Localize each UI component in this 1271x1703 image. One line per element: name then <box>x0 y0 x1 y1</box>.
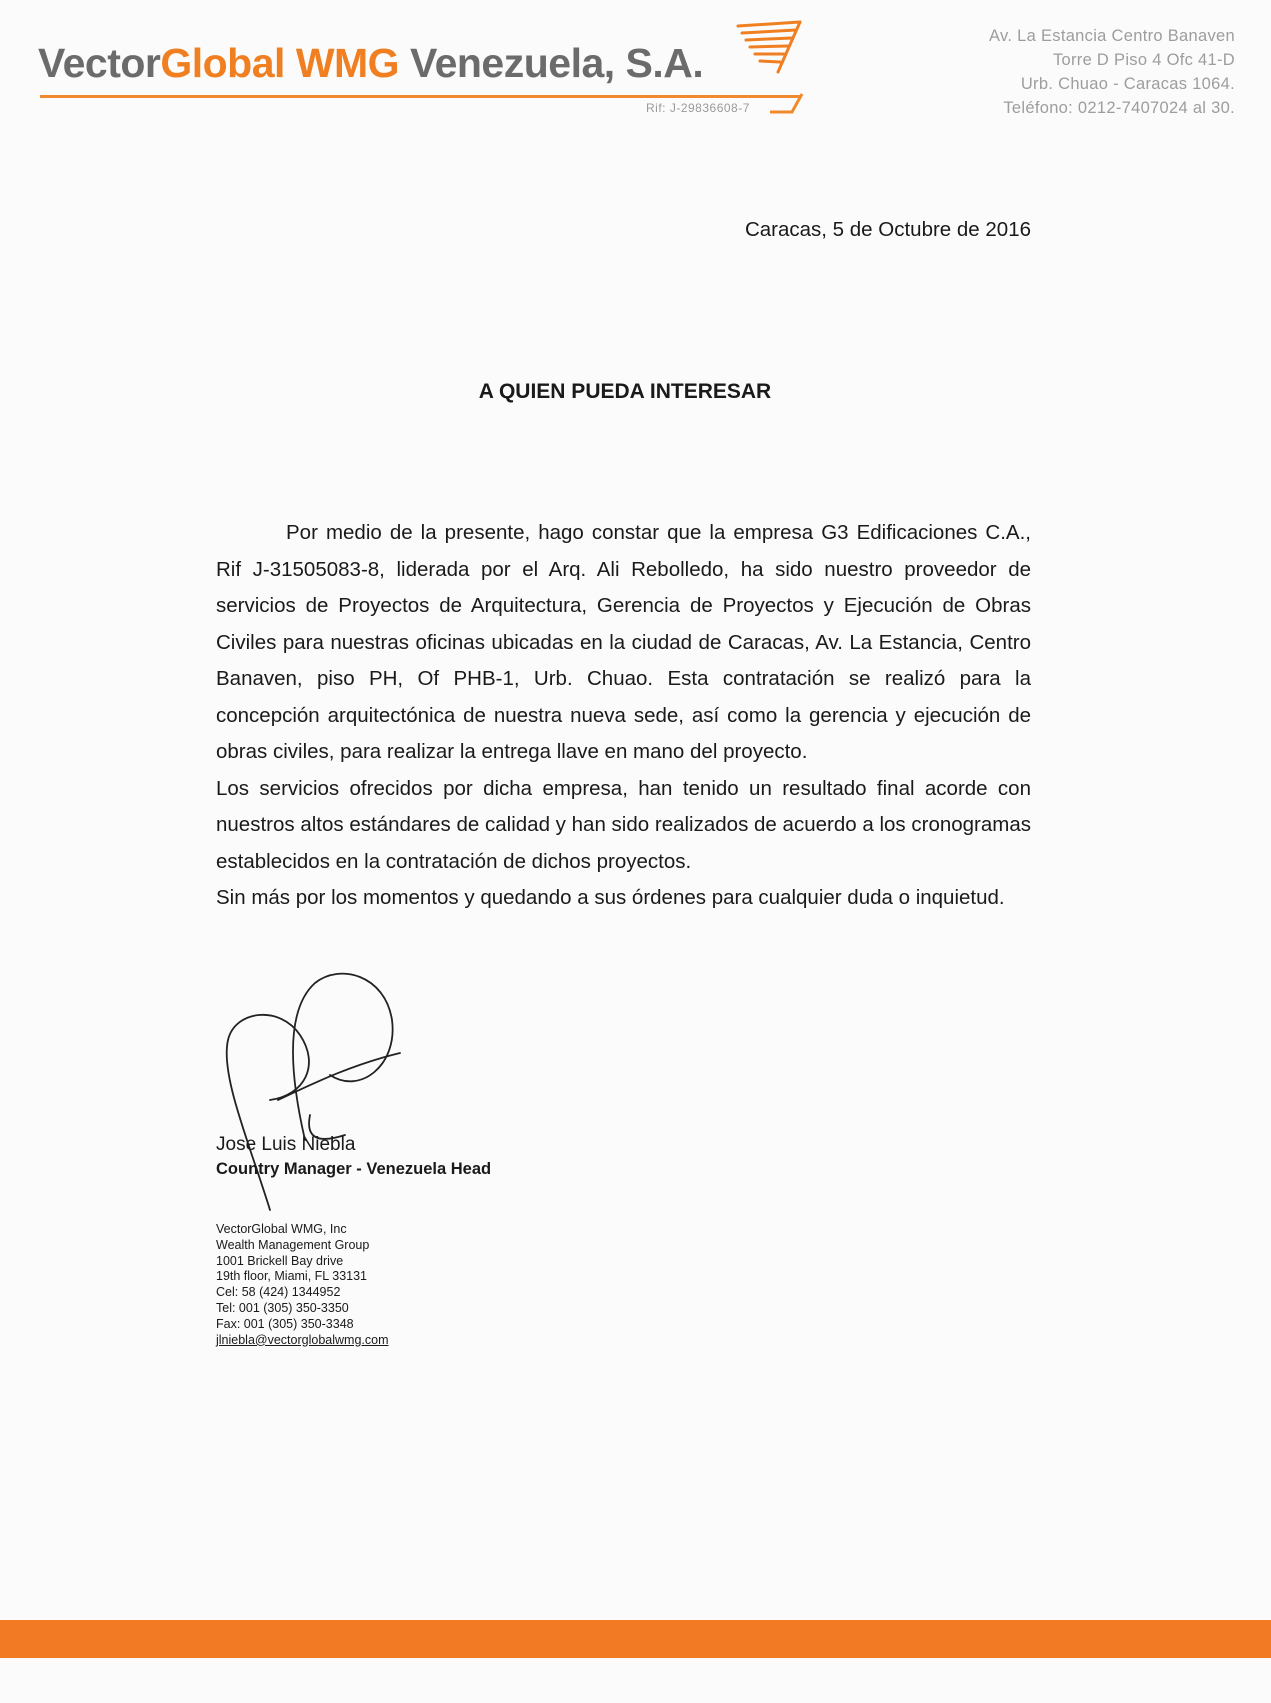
body-paragraph: Por medio de la presente, hago constar que la empresa G3 Edificaciones C.A., Rif J-31505083-8, liderada por el Arq. Ali Rebolledo, ha sido nuestro proveedor de servicios de Proyectos de Arquitectura, Gerencia de Proyectos y Ejecución de Obras Civiles para nuestras oficinas ubicadas en la ciudad de Caracas, Av. La Estancia, Centro Banaven, piso PH, Of PHB-1, Urb. Chuao. Esta contratación se realizó para la concepción arquitectónica de nuestra nueva sede, así como la gerencia y ejecución de obras civiles, para realizar la entrega llave en mano del proyecto. <box>216 521 1031 763</box>
contact-line: VectorGlobal WMG, Inc <box>216 1222 347 1236</box>
contact-line: Fax: 001 (305) 350-3348 <box>216 1316 354 1331</box>
logo-vector: Vector <box>38 40 161 86</box>
contact-block <box>216 1222 389 1348</box>
letter-heading: A QUIEN PUEDA INTERESAR <box>478 380 772 403</box>
company-rif: Rif: J-29836608-7 <box>646 101 750 115</box>
address-phone: Teléfono: 0212-7407024 al 30. <box>1003 99 1235 117</box>
signer-name: Jose Luis Niebla <box>216 1134 356 1155</box>
logo-wing-icon <box>736 14 806 76</box>
footer-bar <box>0 1620 1271 1658</box>
letterhead-rule <box>40 95 800 98</box>
contact-line: 1001 Brickell Bay drive <box>216 1253 344 1268</box>
company-address <box>989 24 1235 120</box>
letter-body <box>216 515 1031 917</box>
logo-global: Global <box>160 40 285 86</box>
letter-date: Caracas, 5 de Octubre de 2016 <box>744 218 1031 241</box>
body-paragraph: Sin más por los momentos y quedando a sus órdenes para cualquier duda o inquietud. <box>216 886 1005 909</box>
address-line: Av. La Estancia Centro Banaven <box>989 27 1235 45</box>
address-line: Torre D Piso 4 Ofc 41-D <box>1052 51 1235 69</box>
rule-arrow-icon <box>768 90 804 116</box>
body-paragraph: Los servicios ofrecidos por dicha empresa, han tenido un resultado final acorde con nuestros altos estándares de calidad y han sido realizados de acuerdo a los cronogramas establecidos en la contratación de dichos proyectos. <box>216 776 1031 873</box>
company-logo <box>38 40 703 87</box>
contact-email-link[interactable]: jlniebla@vectorglobalwmg.com <box>216 1332 389 1347</box>
address-line: Urb. Chuao - Caracas 1064. <box>1020 75 1235 93</box>
logo-wmg: WMG <box>295 40 400 86</box>
contact-line: 19th floor, Miami, FL 33131 <box>216 1269 368 1284</box>
contact-line: Cel: 58 (424) 1344952 <box>216 1285 341 1300</box>
contact-line: Tel: 001 (305) 350-3350 <box>216 1300 349 1315</box>
logo-country: Venezuela, S.A. <box>409 40 704 86</box>
signer-title: Country Manager - Venezuela Head <box>216 1160 492 1178</box>
contact-line: Wealth Management Group <box>216 1237 370 1252</box>
